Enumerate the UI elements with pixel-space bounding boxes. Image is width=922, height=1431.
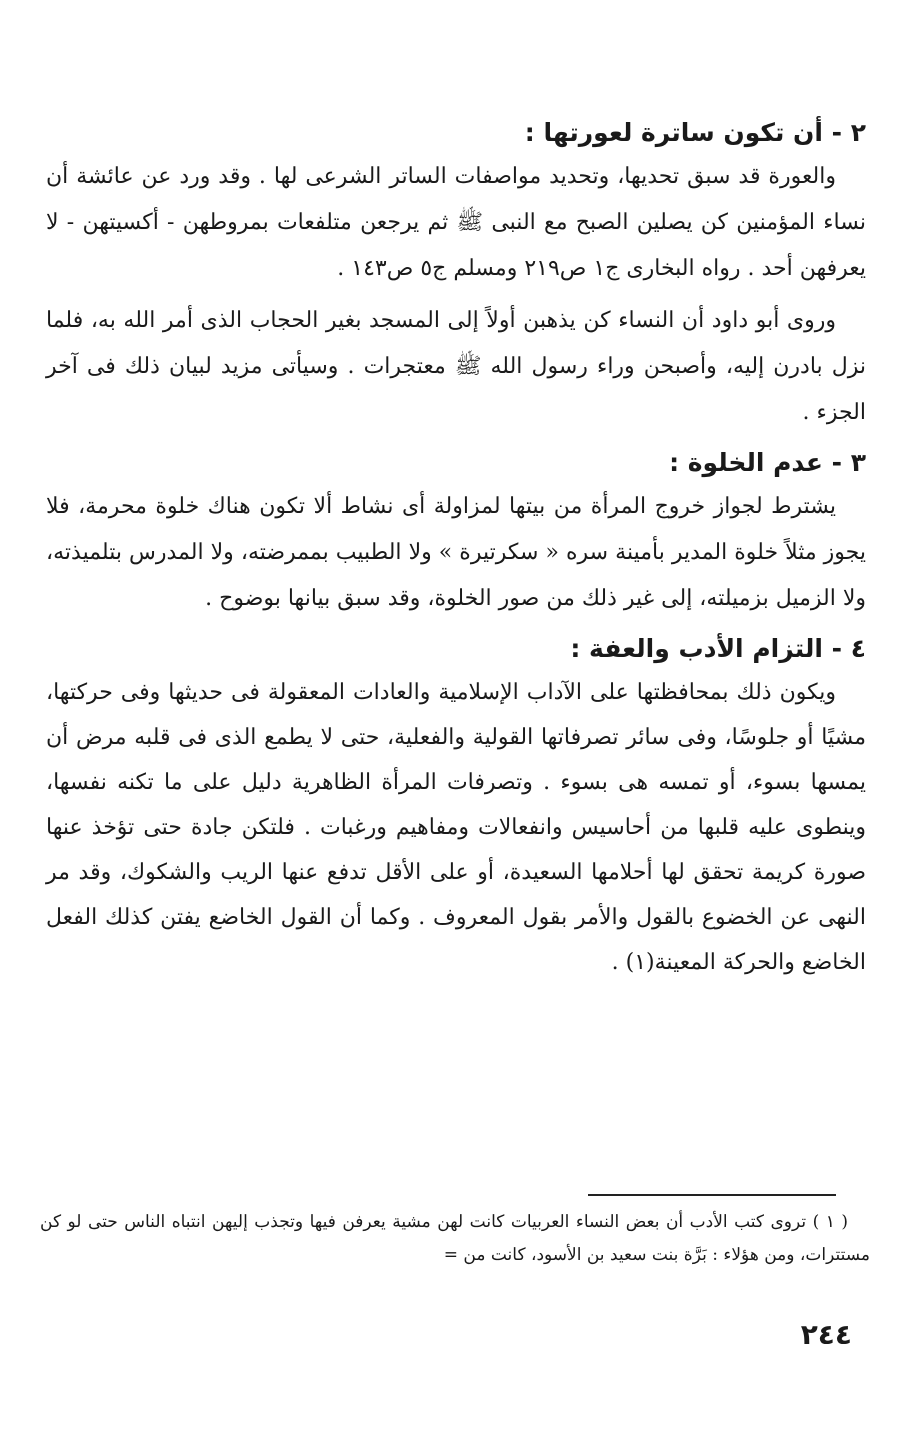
section-heading-3: ٣ - عدم الخلوة : (669, 448, 866, 477)
main-text (46, 112, 866, 991)
section-4-paragraph-1: ويكون ذلك بمحافظتها على الآداب الإسلامية والعادات المعقولة فى حديثها وفى حركتها، مشيًا أو جلوسًا، وفى سائر تصرفاتها القولية والفعلية، حتى لا يطمع الذى فى قلبه مرض أن يمسها بسوء، أو تمسه هى بسوء . وتصرفات المرأة الظاهرية دليل على ما تكنه نفسها، وينطوى عليه قلبها من أحاسيس وانفعالات ومفاهيم ورغبات . فلتكن جادة حتى تؤخذ عنها صورة كريمة تحقق لها أحلامها السعيدة، أو على الأقل تدفع عنها الريب والشكوك، وقد مر النهى عن الخضوع بالقول والأمر بقول المعروف . وكما أن القول الخاضع يفتن كذلك الفعل الخاضع والحركة المعينة(١) . (46, 680, 866, 975)
footnote-separator (588, 1194, 836, 1196)
section-heading-4: ٤ - التزام الأدب والعفة : (570, 634, 866, 663)
section-3-paragraph-1: يشترط لجواز خروج المرأة من بيتها لمزاولة أى نشاط ألا تكون هناك خلوة محرمة، فلا يجوز مثلاً خلوة المدير بأمينة سره « سكرتيرة » ولا الطبيب بممرضته، ولا المدرس بتلميذته، ولا الزميل بزميلته، إلى غير ذلك من صور الخلوة، وقد سبق بيانها بوضوح . (46, 494, 866, 611)
section-2-paragraph-2: وروى أبو داود أن النساء كن يذهبن أولاً إلى المسجد بغير الحجاب الذى أمر الله به، فلما نزل بادرن إليه، وأصبحن وراء رسول الله ﷺ معتجرات . وسيأتى مزيد لبيان ذلك فى آخر الجزء . (46, 308, 866, 425)
section-2-paragraph-1: والعورة قد سبق تحديها، وتحديد مواصفات الساتر الشرعى لها . وقد ورد عن عائشة أن نساء المؤمنين كن يصلين الصبح مع النبى ﷺ ثم يرجعن متلفعات بمروطهن - أكسيتهن - لا يعرفهن أحد . رواه البخارى ج١ ص٢١٩ ومسلم ج٥ ص١٤٣ . (46, 164, 866, 281)
footnote: ( ١ ) تروى كتب الأدب أن بعض النساء العربيات كانت لهن مشية يعرفن فيها وتجذب إليهن انتباه الناس حتى لو كن مستترات، ومن هؤلاء : بَرَّة بنت سعيد بن الأسود، كانت من = (40, 1212, 870, 1265)
section-heading-2: ٢ - أن تكون ساترة لعورتها : (524, 118, 866, 147)
page-number: ٢٤٤ (800, 1318, 852, 1351)
